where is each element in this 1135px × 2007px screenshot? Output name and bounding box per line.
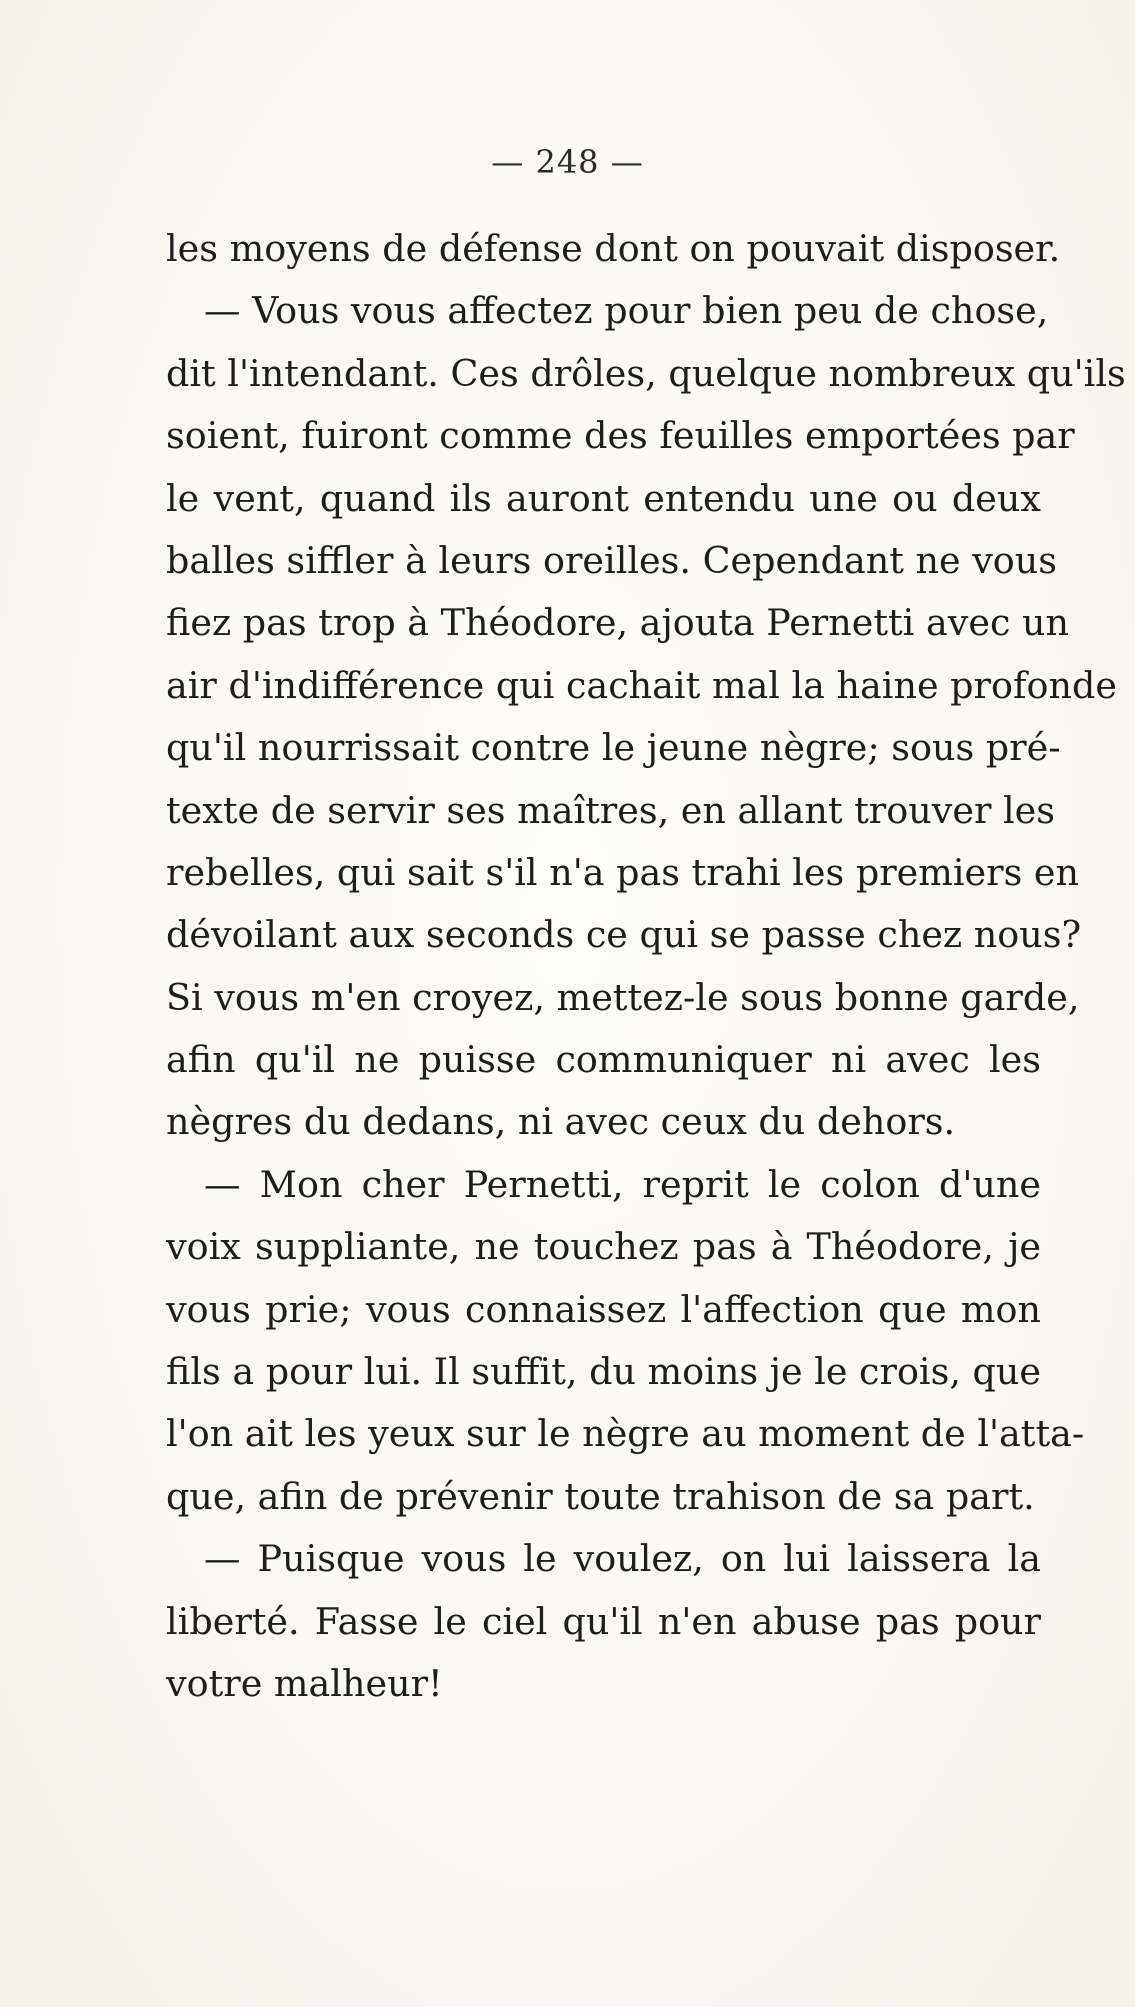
text-line: — Puisque vous le voulez, on lui laissera la — [204, 1537, 1041, 1581]
text-line: rebelles, qui sait s'il n'a pas trahi les premiers en — [166, 850, 1080, 894]
text-line: — Mon cher Pernetti, reprit le colon d'une — [204, 1162, 1041, 1206]
text-line: le vent, quand ils auront entendu une ou deux — [166, 476, 1041, 520]
page-number: — 248 — — [491, 143, 644, 181]
text-line: que, afin de prévenir toute trahison de sa part. — [166, 1474, 1035, 1518]
text-line: votre malheur! — [166, 1661, 443, 1705]
text-line: fils a pour lui. Il suffit, du moins je le crois, que — [166, 1350, 1042, 1394]
text-line: Si vous m'en croyez, mettez-le sous bonne garde, — [166, 975, 1080, 1019]
text-line: texte de servir ses maîtres, en allant trouver les — [166, 788, 1056, 832]
text-line: dévoilant aux seconds ce qui se passe chez nous? — [166, 913, 1082, 957]
text-line: balles siffler à leurs oreilles. Cependant ne vous — [166, 538, 1058, 582]
text-line: liberté. Fasse le ciel qu'il n'en abuse pas pour — [166, 1599, 1041, 1643]
text-line: soient, fuiront comme des feuilles emportées par — [166, 414, 1075, 458]
text-line: nègres du dedans, ni avec ceux du dehors. — [166, 1100, 956, 1144]
text-line: l'on ait les yeux sur le nègre au moment de l'atta- — [166, 1412, 1085, 1456]
text-line: qu'il nourrissait contre le jeune nègre; sous pré- — [166, 726, 1061, 770]
text-line: air d'indifférence qui cachait mal la haine profonde — [166, 663, 1117, 707]
body-text — [166, 218, 1126, 1715]
text-line: vous prie; vous connaissez l'affection que mon — [166, 1287, 1041, 1331]
text-line: dit l'intendant. Ces drôles, quelque nombreux qu'ils — [166, 351, 1126, 395]
text-line: voix suppliante, ne touchez pas à Théodore, je — [166, 1225, 1041, 1269]
text-line: fiez pas trop à Théodore, ajouta Pernetti avec un — [166, 601, 1070, 645]
text-line: — Vous vous affectez pour bien peu de chose, — [204, 289, 1049, 333]
text-line: les moyens de défense dont on pouvait disposer. — [166, 227, 1061, 270]
text-line: afin qu'il ne puisse communiquer ni avec les — [166, 1038, 1041, 1082]
